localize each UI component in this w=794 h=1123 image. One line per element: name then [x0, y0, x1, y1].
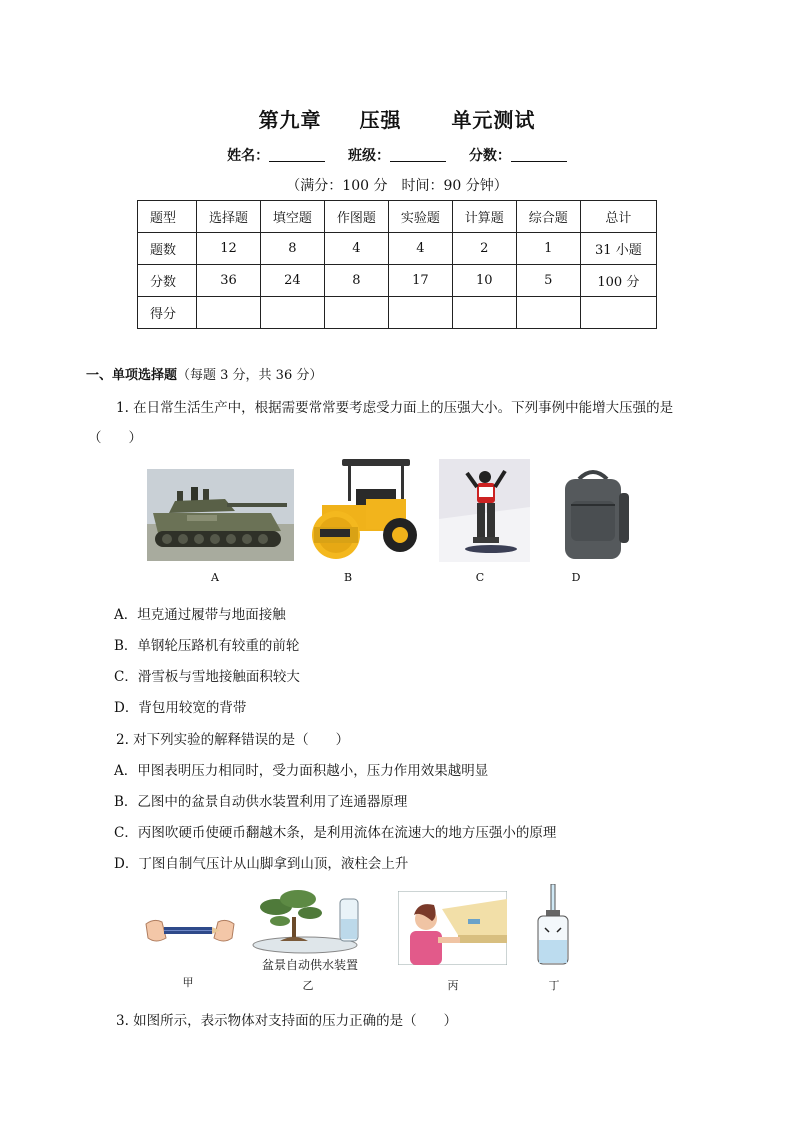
q2-pic-label-bing: 丙: [447, 979, 459, 992]
table-cell: 分数: [138, 265, 197, 297]
table-cell: 8: [324, 265, 388, 297]
exam-subtitle: （满分：100 分 时间：90 分钟）: [286, 178, 508, 194]
coin-blow-image: [398, 891, 507, 965]
backpack-image: [555, 465, 631, 562]
table-cell: 选择题: [197, 201, 261, 233]
table-row: [138, 233, 657, 265]
bonsai-device-image: [250, 887, 360, 957]
score-input-cell[interactable]: [388, 297, 452, 329]
q1-pic-label-c: C: [475, 571, 485, 584]
table-cell: 4: [388, 233, 452, 265]
pencil-press-image: [144, 912, 236, 950]
student-info: [0, 145, 794, 165]
q2-pic-label-jia: 甲: [182, 976, 194, 989]
table-cell: 24: [260, 265, 324, 297]
table-cell: 题型: [138, 201, 197, 233]
q2-option-a[interactable]: A．甲图表明压力相同时，受力面积越小，压力作用效果越明显: [114, 763, 489, 779]
table-cell: 实验题: [388, 201, 452, 233]
section-title: 一、单项选择题: [86, 368, 178, 383]
table-cell: 4: [324, 233, 388, 265]
table-cell: 得分: [138, 297, 197, 329]
tank-image: [147, 469, 294, 561]
q1-pic-label-b: B: [343, 571, 353, 584]
q2-pic-label-yi: 乙: [302, 979, 314, 992]
table-cell: 8: [260, 233, 324, 265]
q2-pic-label-ding: 丁: [548, 979, 560, 992]
q1-answer-paren[interactable]: （ ）: [88, 430, 142, 446]
table-cell: 2: [452, 233, 516, 265]
q1-pic-label-d: D: [571, 571, 581, 584]
q1-option-a[interactable]: A．坦克通过履带与地面接触: [114, 607, 286, 623]
title-chapter: 第九章: [258, 108, 322, 132]
title-topic: 压强: [359, 108, 402, 132]
score-input-cell[interactable]: [516, 297, 580, 329]
score-input-cell[interactable]: [452, 297, 516, 329]
table-cell: 总计: [580, 201, 656, 233]
table-row: [138, 297, 657, 329]
score-input-cell[interactable]: [324, 297, 388, 329]
q2-option-b[interactable]: B．乙图中的盆景自动供水装置利用了连通器原理: [114, 794, 408, 810]
q1-stem: 1. 在日常生活生产中，根据需要常常要考虑受力面上的压强大小。下列事例中能增大压强的是: [116, 400, 674, 416]
q2-option-c[interactable]: C．丙图吹硬币使硬币翻越木条，是利用流体在流速大的地方压强小的原理: [114, 825, 557, 841]
name-blank[interactable]: [269, 147, 325, 162]
table-cell: 36: [197, 265, 261, 297]
q3-stem: 3. 如图所示，表示物体对支持面的压力正确的是（ ）: [116, 1013, 458, 1029]
score-blank[interactable]: [511, 147, 567, 162]
table-cell: 计算题: [452, 201, 516, 233]
score-label: 分数：: [468, 148, 511, 164]
score-input-cell[interactable]: [580, 297, 656, 329]
q1-pic-label-a: A: [211, 571, 219, 584]
bonsai-caption: 盆景自动供水装置: [262, 958, 359, 972]
table-cell: 作图题: [324, 201, 388, 233]
q1-option-c[interactable]: C．滑雪板与雪地接触面积较大: [114, 669, 300, 685]
class-blank[interactable]: [390, 147, 446, 162]
q2-option-d[interactable]: D．丁图自制气压计从山脚拿到山顶，液柱会上升: [114, 856, 409, 872]
table-cell: 17: [388, 265, 452, 297]
table-cell: 综合题: [516, 201, 580, 233]
table-cell: 10: [452, 265, 516, 297]
score-input-cell[interactable]: [260, 297, 324, 329]
name-label: 姓名：: [227, 148, 270, 164]
page-title: [0, 104, 794, 133]
table-cell: 5: [516, 265, 580, 297]
table-cell: 填空题: [260, 201, 324, 233]
q1-option-b[interactable]: B．单钢轮压路机有较重的前轮: [114, 638, 300, 654]
table-cell: 100 分: [580, 265, 656, 297]
score-table: [137, 200, 657, 329]
q2-stem: 2. 对下列实验的解释错误的是（ ）: [116, 732, 350, 748]
score-input-cell[interactable]: [197, 297, 261, 329]
table-cell: 12: [197, 233, 261, 265]
table-cell: 题数: [138, 233, 197, 265]
class-label: 班级：: [348, 148, 390, 164]
barometer-jar-image: [534, 884, 572, 966]
snowboarder-image: [439, 459, 530, 562]
table-cell: 31 小题: [580, 233, 656, 265]
table-row: [138, 265, 657, 297]
q1-option-d[interactable]: D．背包用较宽的背带: [114, 700, 247, 716]
title-test: 单元测试: [451, 108, 536, 132]
table-cell: 1: [516, 233, 580, 265]
section-heading: [86, 364, 322, 383]
road-roller-image: [302, 455, 424, 563]
table-header-row: [138, 201, 657, 233]
section-note: （每题 3 分，共 36 分）: [177, 368, 323, 383]
